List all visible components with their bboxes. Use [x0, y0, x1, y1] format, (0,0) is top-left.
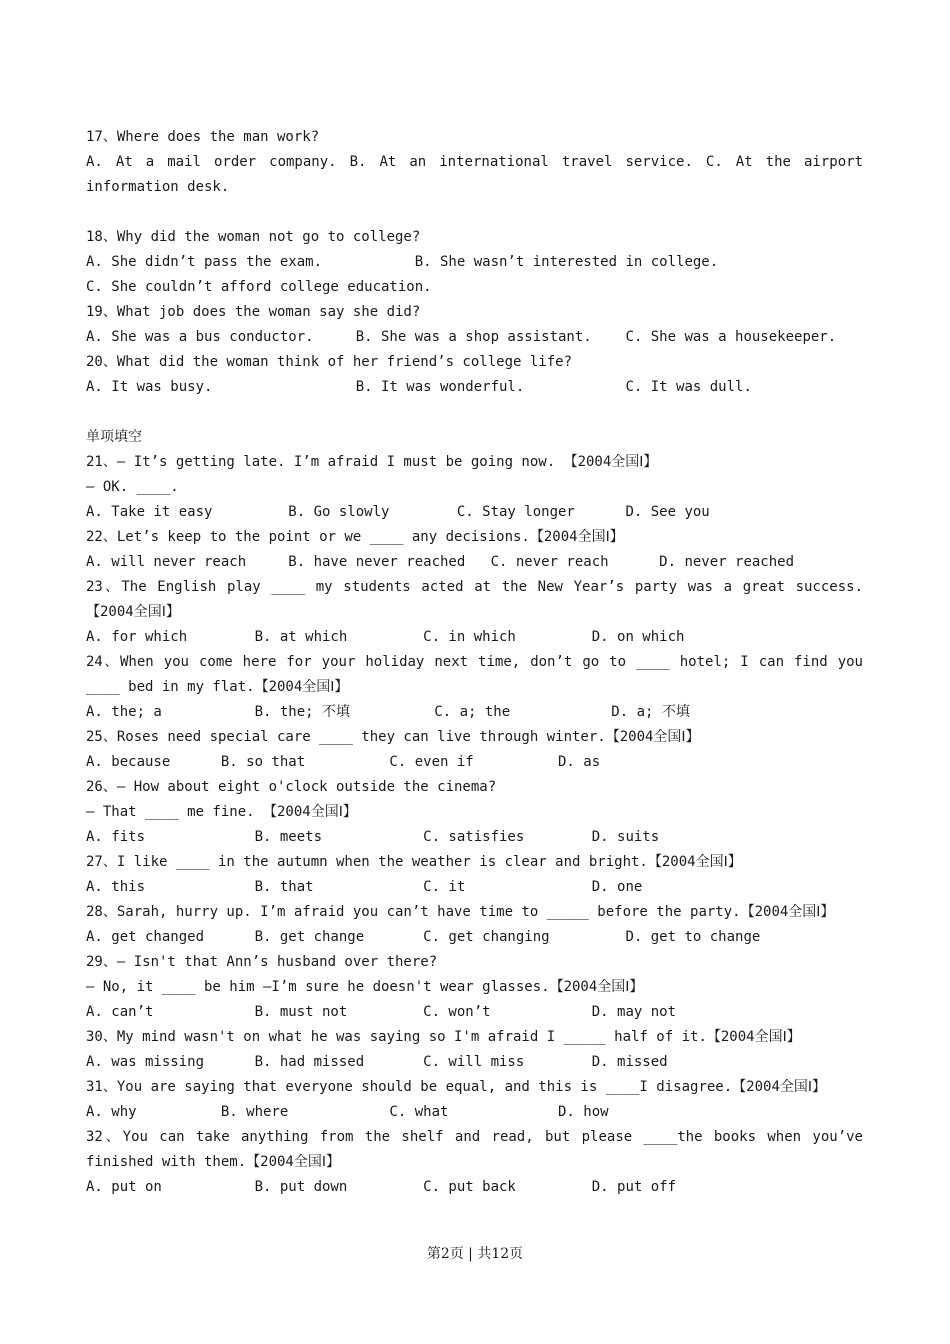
question-23-options: A. for which B. at which C. in which D. on which [86, 629, 685, 645]
question-19-options: A. She was a bus conductor. B. She was a shop assistant. C. She was a housekeeper. [86, 329, 837, 345]
question-24-options: A. the; a B. the; 不填 C. a; the D. a; 不填 [86, 704, 690, 720]
page-footer: 第2页 | 共12页 [426, 1246, 524, 1262]
blank-line [86, 200, 863, 225]
question-24: 24、When you come here for your holiday next time, don’t go to ____ hotel; I can find you ____ bed in my flat.【2004全国Ⅰ】 [86, 654, 863, 695]
question-18-option-c: C. She couldn’t afford college education. [86, 279, 432, 295]
question-29-reply: — No, it ____ be him —I’m sure he doesn't wear glasses.【2004全国Ⅰ】 [86, 979, 644, 995]
question-17-options: A. At a mail order company. B. At an international travel service. C. At the airport information desk. [86, 154, 863, 195]
question-28: 28、Sarah, hurry up. I’m afraid you can’t have time to _____ before the party.【2004全国Ⅰ】 [86, 904, 835, 920]
question-26-reply: — That ____ me fine. 【2004全国Ⅰ】 [86, 804, 357, 820]
question-32: 32、You can take anything from the shelf and read, but please ____the books when you’ve finished with them.【2004全国Ⅰ】 [86, 1129, 863, 1170]
section-heading: 单项填空 [86, 429, 142, 445]
question-22: 22、Let’s keep to the point or we ____ any decisions.【2004全国Ⅰ】 [86, 529, 624, 545]
question-28-options: A. get changed B. get change C. get changing D. get to change [86, 929, 761, 945]
question-23: 23、The English play ____ my students acted at the New Year’s party was a great success. 【2004全国Ⅰ】 [86, 579, 863, 620]
question-29: 29、— Isn't that Ann’s husband over there? [86, 954, 438, 970]
question-30-options: A. was missing B. had missed C. will miss D. missed [86, 1054, 668, 1070]
question-30: 30、My mind wasn't on what he was saying so I'm afraid I _____ half of it.【2004全国Ⅰ】 [86, 1029, 801, 1045]
question-25: 25、Roses need special care ____ they can live through winter.【2004全国Ⅰ】 [86, 729, 700, 745]
question-31-options: A. why B. where C. what D. how [86, 1104, 609, 1120]
question-17: 17、Where does the man work? [86, 129, 320, 145]
blank-line [86, 400, 863, 425]
question-29-options: A. can’t B. must not C. won’t D. may not [86, 1004, 677, 1020]
question-19: 19、What job does the woman say she did? [86, 304, 421, 320]
question-26: 26、— How about eight o'clock outside the cinema? [86, 779, 497, 795]
question-32-options: A. put on B. put down C. put back D. put off [86, 1179, 677, 1195]
question-21-reply: — OK. ____. [86, 479, 179, 495]
question-26-options: A. fits B. meets C. satisfies D. suits [86, 829, 660, 845]
question-27-options: A. this B. that C. it D. one [86, 879, 643, 895]
question-20: 20、What did the woman think of her friend’s college life? [86, 354, 573, 370]
question-18-options-ab: A. She didn’t pass the exam. B. She wasn’t interested in college. [86, 254, 719, 270]
question-18: 18、Why did the woman not go to college? [86, 229, 421, 245]
question-21: 21、— It’s getting late. I’m afraid I must be going now. 【2004全国Ⅰ】 [86, 454, 658, 470]
question-27: 27、I like ____ in the autumn when the weather is clear and bright.【2004全国Ⅰ】 [86, 854, 742, 870]
question-25-options: A. because B. so that C. even if D. as [86, 754, 601, 770]
question-22-options: A. will never reach B. have never reached C. never reach D. never reached [86, 554, 795, 570]
question-31: 31、You are saying that everyone should be equal, and this is ____I disagree.【2004全国Ⅰ】 [86, 1079, 826, 1095]
question-21-options: A. Take it easy B. Go slowly C. Stay longer D. See you [86, 504, 710, 520]
document-body [86, 125, 863, 1200]
question-20-options: A. It was busy. B. It was wonderful. C. It was dull. [86, 379, 752, 395]
